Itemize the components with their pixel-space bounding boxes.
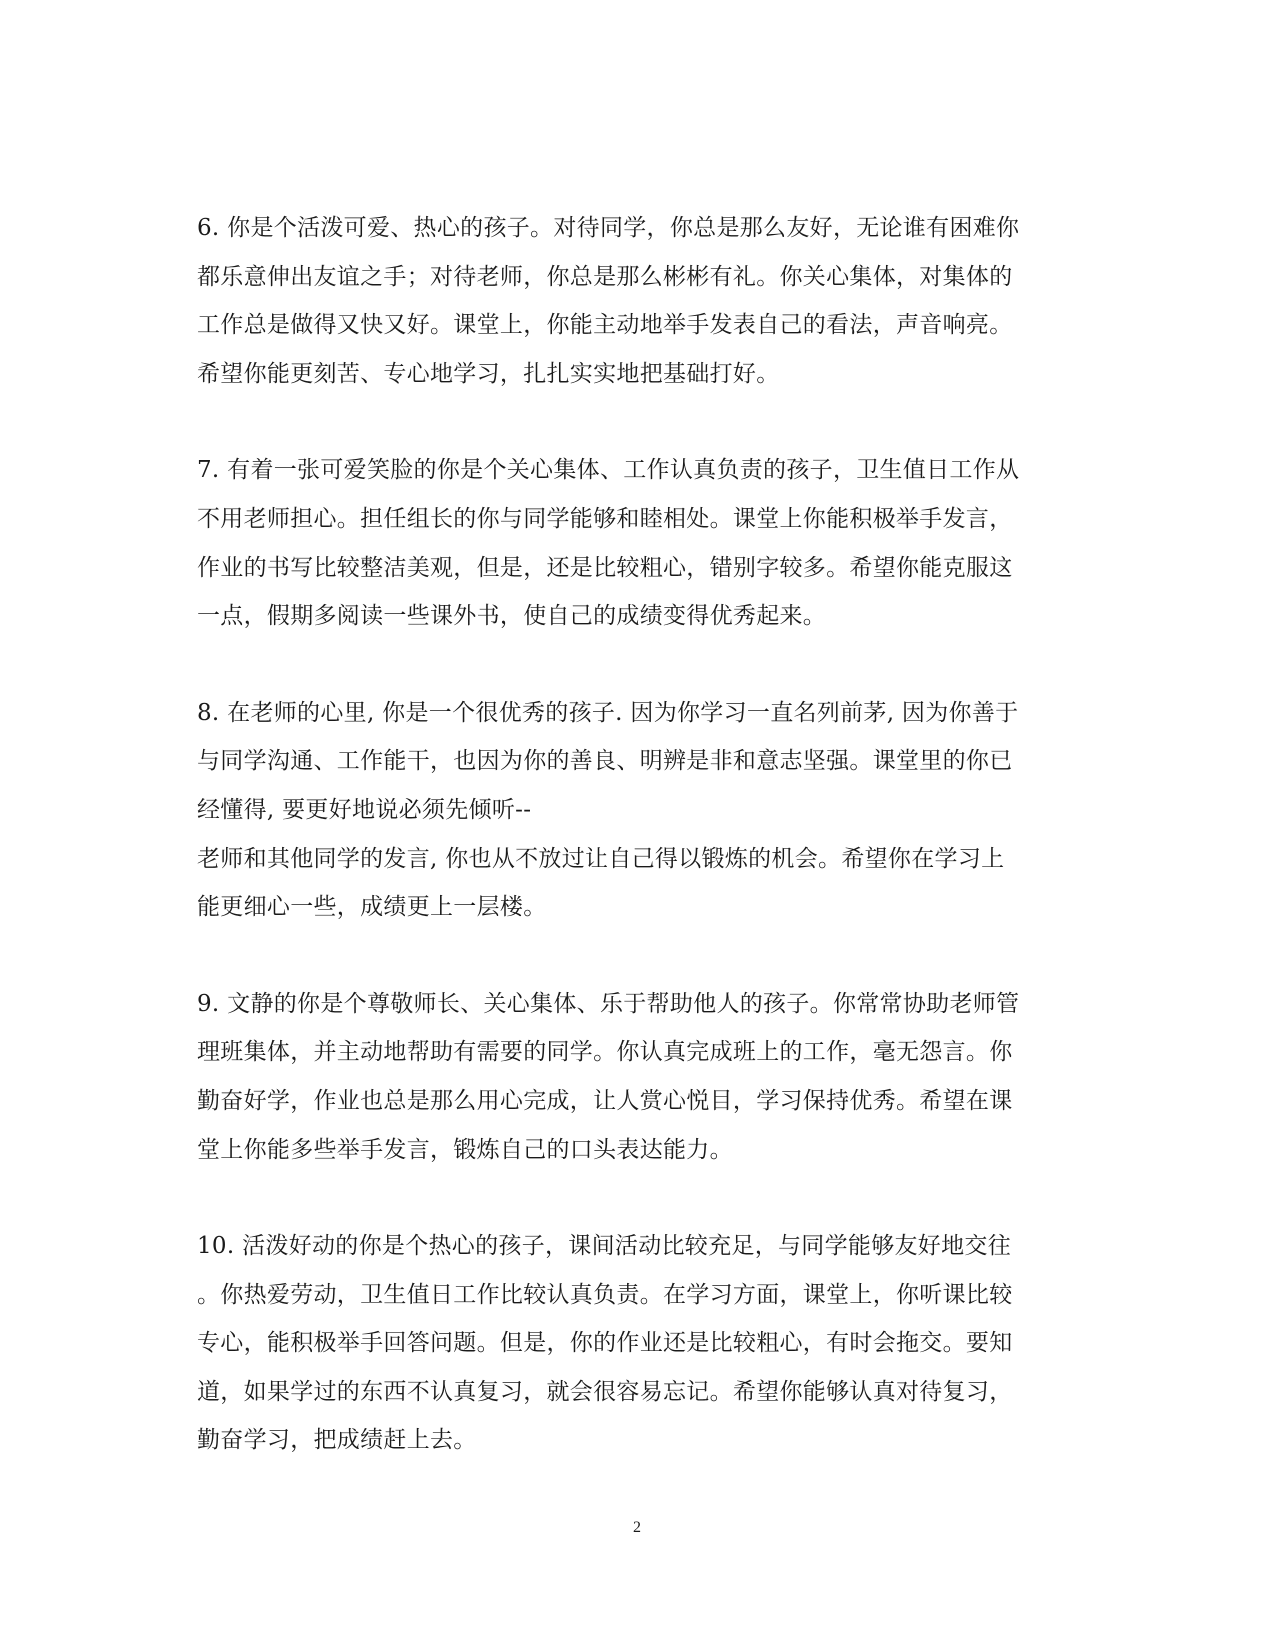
paragraph-line: 都乐意伸出友谊之手；对待老师，你总是那么彬彬有礼。你关心集体，对集体的 <box>197 263 1013 290</box>
page-number: 2 <box>633 1519 641 1536</box>
comment-paragraph-9 <box>197 980 1077 1174</box>
paragraph-line: 与同学沟通、工作能干，也因为你的善良、明辨是非和意志坚强。课堂里的你已 <box>197 748 1013 775</box>
paragraph-line: 7. 有着一张可爱笑脸的你是个关心集体、工作认真负责的孩子，卫生值日工作从 <box>197 457 1020 484</box>
comment-paragraph-7 <box>197 446 1077 640</box>
paragraph-line: 勤奋好学，作业也总是那么用心完成，让人赏心悦目，学习保持优秀。希望在课 <box>197 1087 1013 1114</box>
paragraph-line: 作业的书写比较整洁美观，但是，还是比较粗心，错别字较多。希望你能克服这 <box>197 554 1013 581</box>
paragraph-line: 6. 你是个活泼可爱、热心的孩子。对待同学，你总是那么友好，无论谁有困难你 <box>197 215 1020 241</box>
paragraph-line: 。你热爱劳动，卫生值日工作比较认真负责。在学习方面，课堂上，你听课比较 <box>197 1281 1013 1308</box>
paragraph-line: 理班集体，并主动地帮助有需要的同学。你认真完成班上的工作，毫无怨言。你 <box>197 1039 1013 1066</box>
paragraph-line: 10. 活泼好动的你是个热心的孩子，课间活动比较充足，与同学能够友好地交往 <box>197 1233 1011 1260</box>
paragraph-line: 8. 在老师的心里, 你是一个很优秀的孩子. 因为你学习一直名列前茅, 因为你善于 <box>197 699 1019 726</box>
paragraph-line: 工作总是做得又快又好。课堂上，你能主动地举手发表自己的看法，声音响亮。 <box>197 312 1013 339</box>
document-body <box>197 204 1077 1513</box>
paragraph-line: 一点，假期多阅读一些课外书，使自己的成绩变得优秀起来。 <box>197 603 827 630</box>
paragraph-line: 能更细心一些，成绩更上一层楼。 <box>197 894 547 921</box>
comment-paragraph-6 <box>197 204 1077 398</box>
comment-paragraph-10 <box>197 1222 1077 1465</box>
paragraph-line: 老师和其他同学的发言, 你也从不放过让自己得以锻炼的机会。希望你在学习上 <box>197 845 1005 872</box>
paragraph-line: 不用老师担心。担任组长的你与同学能够和睦相处。课堂上你能积极举手发言， <box>197 505 1013 532</box>
paragraph-line: 堂上你能多些举手发言，锻炼自己的口头表达能力。 <box>197 1136 733 1163</box>
paragraph-line: 专心，能积极举手回答问题。但是，你的作业还是比较粗心，有时会拖交。要知 <box>197 1330 1013 1357</box>
paragraph-line: 希望你能更刻苦、专心地学习，扎扎实实地把基础打好。 <box>197 360 780 387</box>
paragraph-line: 勤奋学习，把成绩赶上去。 <box>197 1427 477 1454</box>
paragraph-line: 道，如果学过的东西不认真复习，就会很容易忘记。希望你能够认真对待复习， <box>197 1378 1013 1405</box>
paragraph-line: 9. 文静的你是个尊敬师长、关心集体、乐于帮助他人的孩子。你常常协助老师管 <box>197 990 1020 1017</box>
paragraph-line: 经懂得, 要更好地说必须先倾听-- <box>197 796 532 823</box>
comment-paragraph-8 <box>197 689 1077 932</box>
